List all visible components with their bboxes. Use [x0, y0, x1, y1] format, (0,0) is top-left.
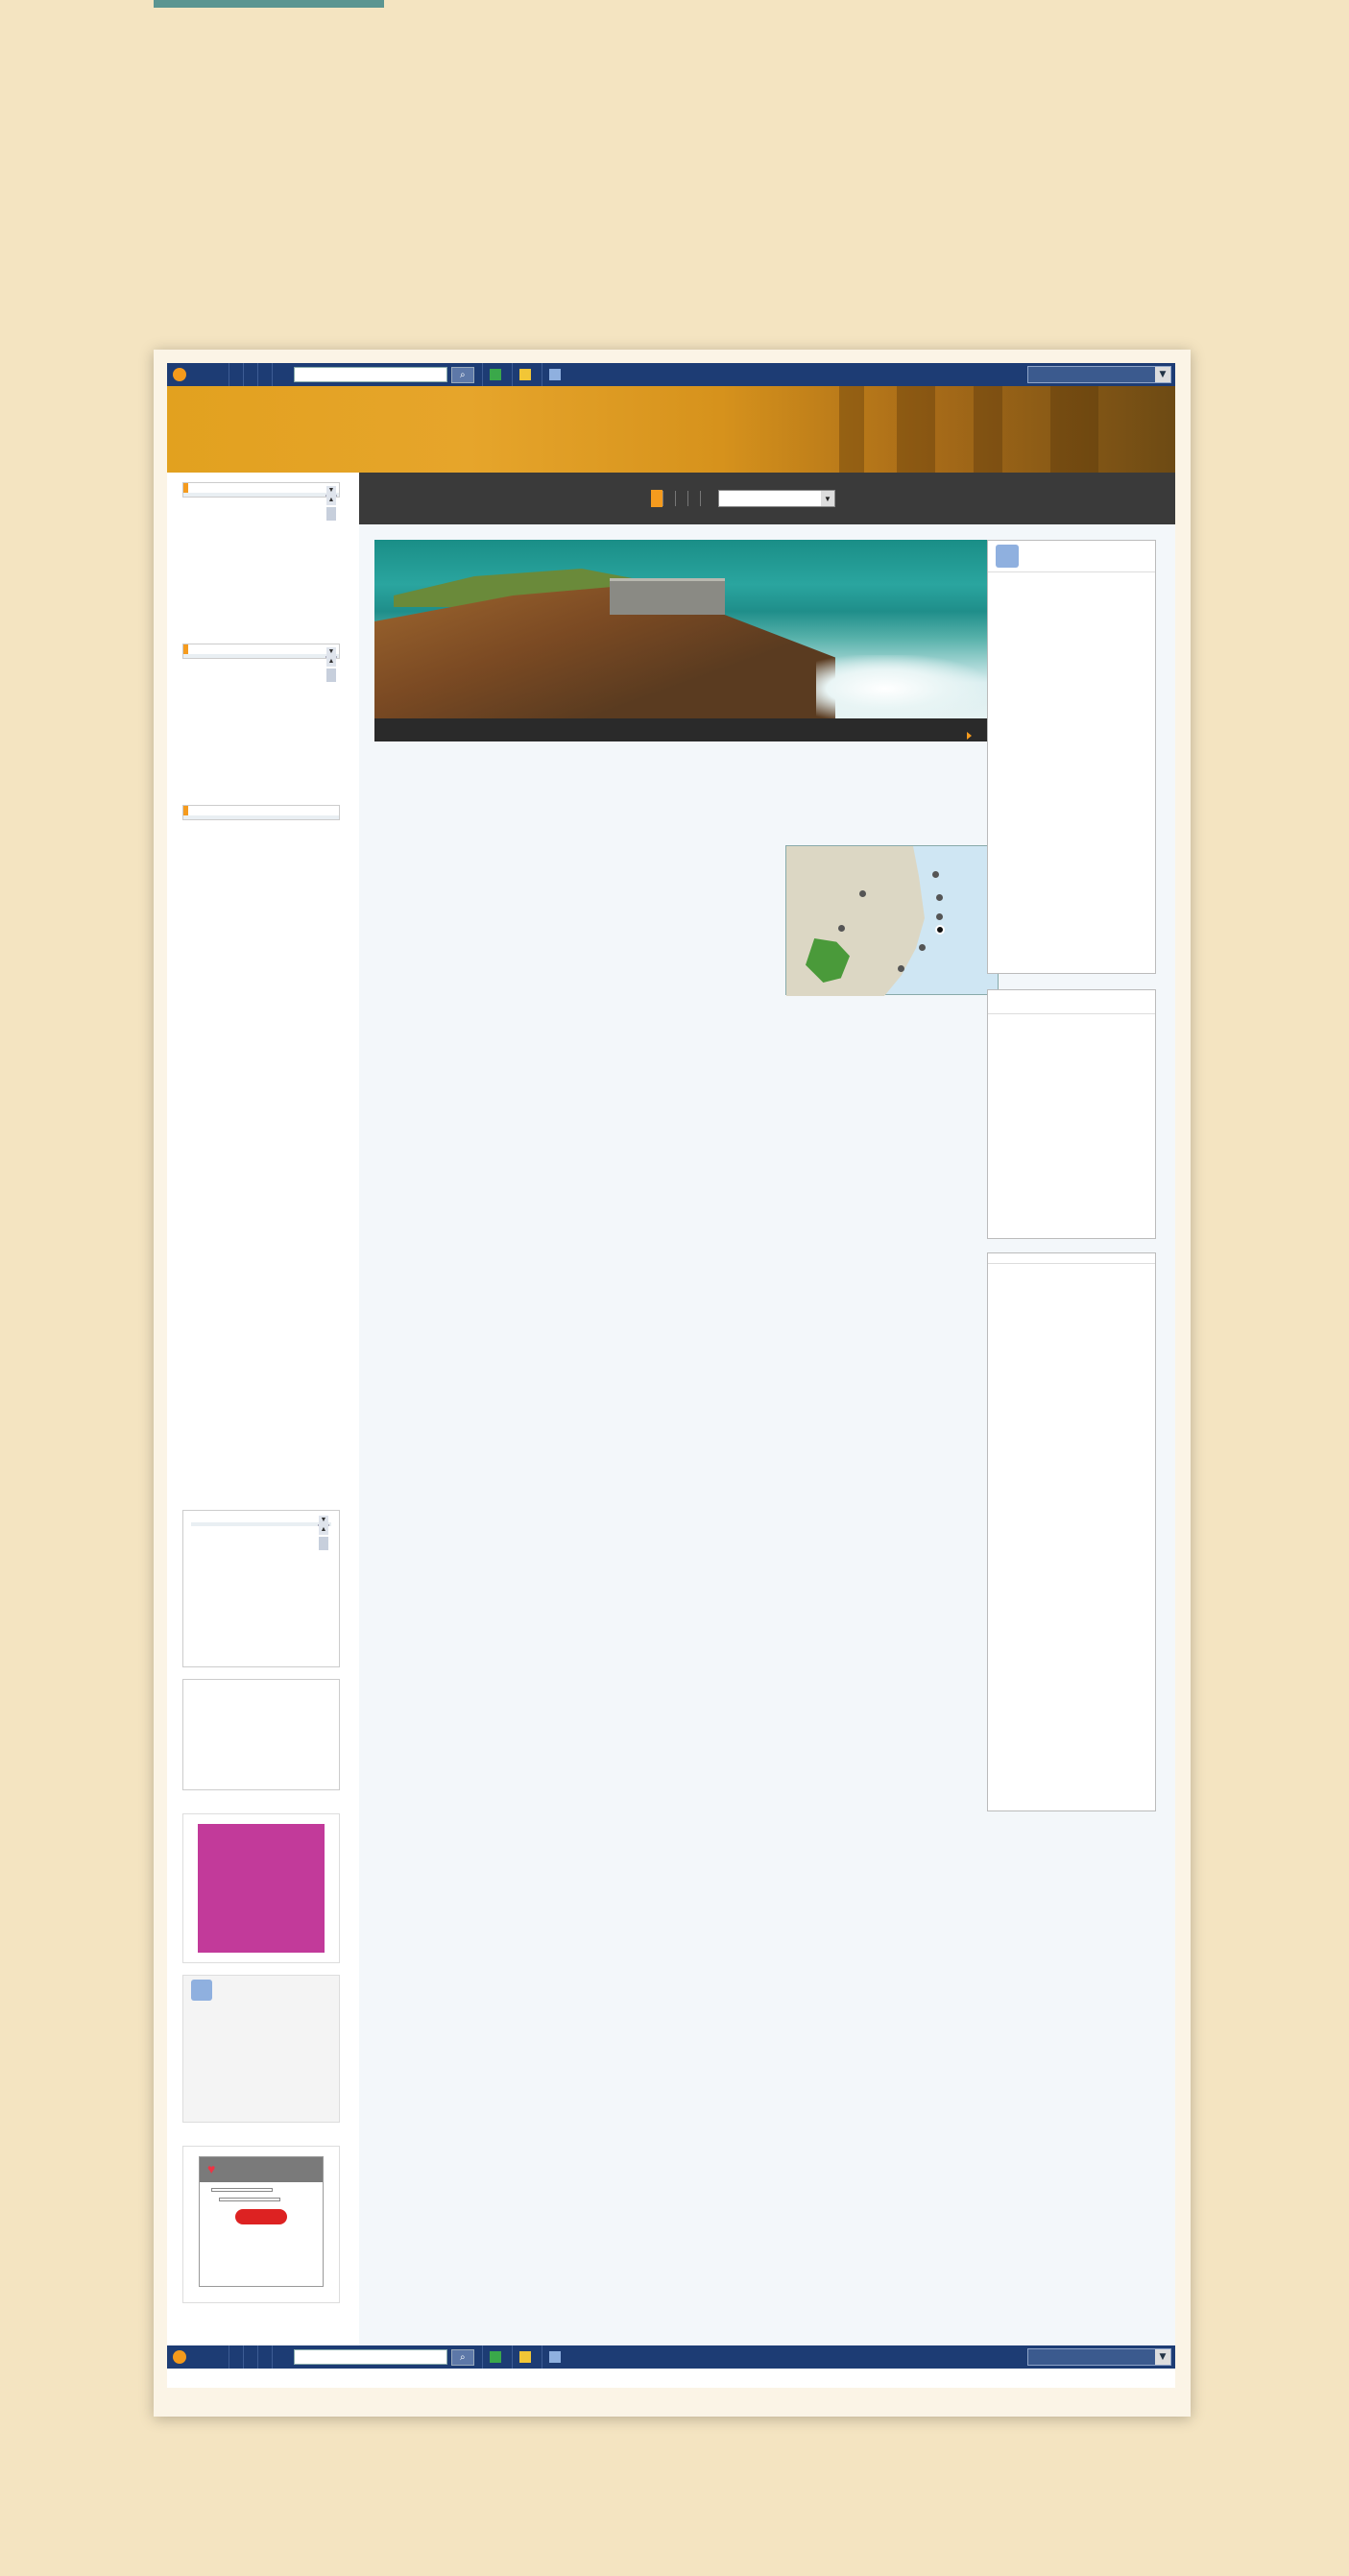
scroll-thumb[interactable] — [326, 507, 336, 521]
banner-building — [974, 386, 1002, 473]
sac-link[interactable] — [272, 363, 286, 386]
destinos-internacionais-title — [183, 644, 339, 654]
heart-icon: ♥ — [207, 2161, 216, 2176]
map-land — [786, 846, 930, 996]
viagem-logo[interactable] — [179, 428, 184, 470]
ad-box — [182, 1813, 340, 1963]
destinos-nacionais-box — [182, 482, 340, 503]
assine-link[interactable] — [229, 363, 243, 386]
top-accent-bar — [154, 0, 384, 8]
uol-logo-icon — [173, 368, 186, 381]
scroll-up-icon[interactable]: ▲ — [327, 658, 335, 665]
scroll-up-icon[interactable]: ▲ — [327, 497, 335, 503]
batepapo-link[interactable] — [243, 363, 257, 386]
tab-fotos[interactable] — [662, 491, 675, 506]
cart-icon — [549, 369, 561, 380]
shopping-uol-logo[interactable] — [988, 541, 1155, 571]
screenshot-frame — [154, 350, 1191, 2417]
map-city-dot — [859, 890, 866, 897]
assine-link[interactable] — [229, 2345, 243, 2369]
receba-title — [183, 1680, 339, 1691]
photo-caption-bar — [374, 718, 987, 741]
destinos-internacionais-box — [182, 644, 340, 665]
site-page — [167, 363, 1175, 2388]
sugestoes-box — [182, 805, 340, 820]
destination-bar — [359, 473, 1175, 524]
ticket-stamp — [436, 396, 459, 419]
scroll-thumb[interactable] — [326, 668, 336, 682]
scroll-down-icon[interactable]: ▼ — [327, 648, 335, 655]
idade-select[interactable] — [219, 2198, 280, 2201]
destinos-internacionais-list — [183, 648, 339, 665]
email-link[interactable] — [257, 2345, 272, 2369]
batepapo-link[interactable] — [243, 2345, 257, 2369]
sugestoes-list — [183, 815, 339, 819]
map-city-dot — [935, 925, 945, 935]
search-input[interactable] — [294, 2349, 447, 2365]
namoro-widget — [199, 2156, 324, 2287]
atracoes-select[interactable] — [718, 490, 835, 507]
tab-agencia[interactable] — [700, 491, 712, 506]
cart-icon — [191, 1980, 212, 2001]
map-city-dot — [838, 925, 845, 932]
chevron-down-icon: ▼ — [1155, 2349, 1170, 2365]
shopping-uol-logo[interactable] — [183, 1976, 339, 2005]
search-button[interactable]: ⌕ — [451, 2349, 474, 2366]
map-city-dot — [932, 871, 939, 878]
destination-photo[interactable] — [374, 540, 987, 718]
voip-link[interactable] — [482, 363, 512, 386]
destinos-nacionais-list — [183, 487, 339, 503]
phone-icon — [490, 369, 501, 380]
sites-box — [182, 1510, 340, 1667]
namoro-header — [200, 2157, 323, 2182]
scrollbar[interactable] — [325, 648, 337, 665]
links-patrocinados-box — [987, 989, 1156, 1239]
photo-fort — [610, 578, 725, 615]
search-input[interactable] — [294, 367, 447, 382]
procuro-select[interactable] — [211, 2188, 273, 2192]
anuncie-link[interactable] — [988, 571, 1155, 580]
map-city-dot — [898, 965, 904, 972]
destinos-nacionais-title — [183, 483, 339, 493]
main-content — [359, 473, 1175, 2365]
phone-icon — [490, 2351, 501, 2363]
map-city-dot — [936, 913, 943, 920]
shopping-link[interactable] — [542, 2345, 571, 2369]
shopping-link[interactable] — [542, 363, 571, 386]
chevron-down-icon: ▼ — [1155, 367, 1170, 382]
car-category[interactable] — [183, 2012, 339, 2016]
indice-select[interactable] — [1027, 2348, 1171, 2366]
price-ad[interactable] — [198, 1824, 325, 1953]
tab-como-chegar[interactable] — [675, 491, 687, 506]
scroll-down-icon[interactable]: ▼ — [320, 1517, 327, 1523]
viagem-banner — [167, 386, 1175, 473]
tab-onde-ficar[interactable] — [687, 491, 700, 506]
email-gratis-link[interactable] — [512, 363, 542, 386]
email-link[interactable] — [257, 363, 272, 386]
envelope-icon — [519, 369, 531, 380]
photo-surf — [816, 655, 987, 718]
produtos-uol-box — [987, 1252, 1156, 1811]
email-gratis-link[interactable] — [512, 2345, 542, 2369]
banner-building — [897, 386, 935, 473]
produtos-title — [988, 1253, 1155, 1264]
namoro-search-button[interactable] — [235, 2209, 287, 2224]
indice-select[interactable] — [1027, 366, 1171, 383]
scroll-down-icon[interactable]: ▼ — [327, 487, 335, 494]
map-city-dot — [919, 944, 926, 951]
uol-logo[interactable] — [167, 363, 229, 386]
cart-icon — [996, 545, 1019, 568]
bottom-navbar — [167, 2345, 1175, 2369]
left-sidebar — [167, 473, 359, 2365]
namoro-box — [182, 2146, 340, 2303]
scrollbar[interactable] — [318, 1517, 329, 1533]
banner-building — [839, 386, 864, 473]
uol-logo-icon — [173, 2350, 186, 2364]
sugestoes-title — [183, 806, 339, 815]
map-city-dot — [936, 894, 943, 901]
sites-list — [191, 1517, 331, 1533]
banner-building — [1050, 386, 1098, 473]
receba-noticias-box — [182, 1679, 340, 1790]
voip-link[interactable] — [482, 2345, 512, 2369]
scroll-thumb[interactable] — [319, 1537, 328, 1550]
cart-icon — [549, 2351, 561, 2363]
scrollbar[interactable] — [325, 487, 337, 503]
compare-text — [183, 2005, 339, 2012]
chevron-down-icon: ▼ — [821, 491, 834, 506]
top-navbar — [167, 363, 1175, 386]
uol-logo[interactable] — [167, 2345, 229, 2369]
scroll-up-icon[interactable]: ▲ — [320, 1526, 327, 1533]
links-title — [988, 990, 1155, 1014]
sites-title — [183, 1511, 339, 1522]
envelope-icon — [519, 2351, 531, 2363]
tab-sobre[interactable] — [651, 490, 662, 507]
article-body — [374, 845, 985, 863]
shop-compare-box — [182, 1975, 340, 2123]
location-map[interactable] — [785, 845, 999, 995]
sac-link[interactable] — [272, 2345, 286, 2369]
shopping-box — [987, 540, 1156, 974]
search-button[interactable]: ⌕ — [451, 367, 474, 383]
